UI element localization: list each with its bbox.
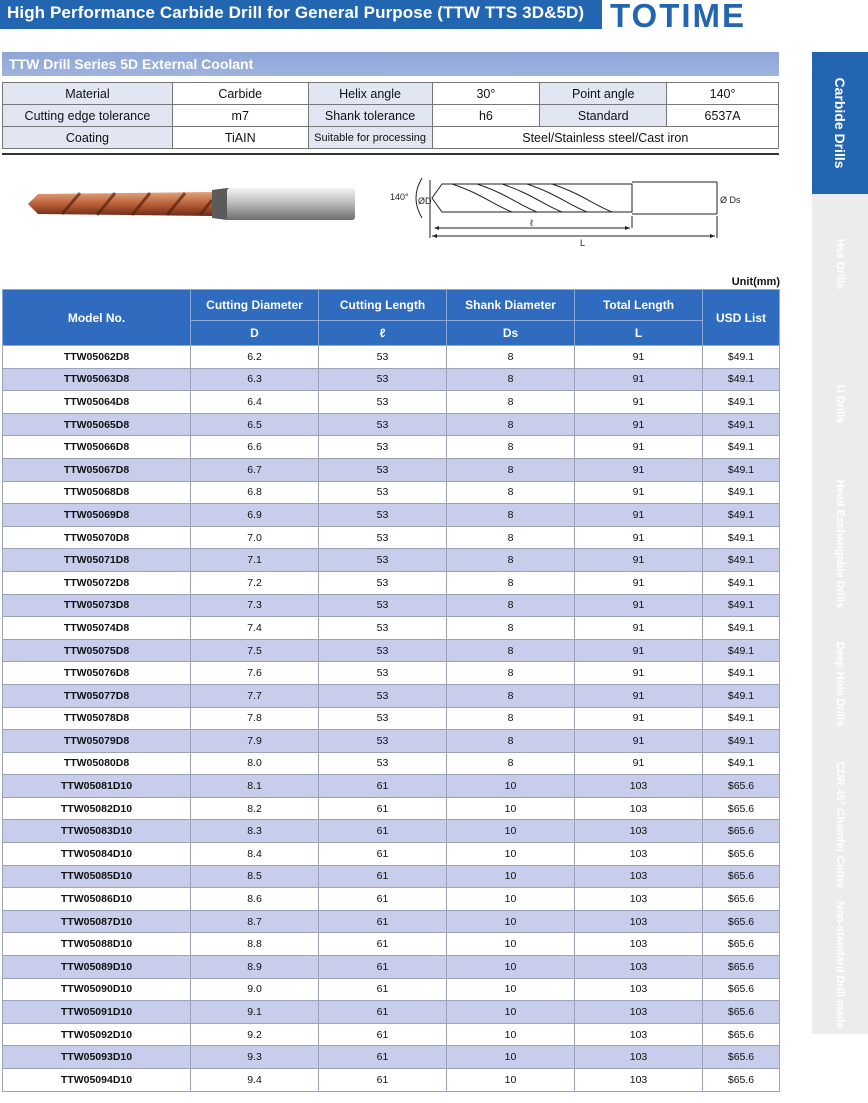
- price-cell: $49.1: [703, 662, 780, 685]
- spec-value-coating: TiAIN: [172, 127, 308, 149]
- shank-dia-cell: 10: [447, 933, 575, 956]
- cut-len-cell: 53: [319, 346, 447, 369]
- table-row: [3, 1001, 780, 1024]
- shank-dia-cell: 8: [447, 458, 575, 481]
- table-row: [3, 571, 780, 594]
- cut-dia-cell: 7.5: [191, 639, 319, 662]
- cut-dia-cell: 7.1: [191, 549, 319, 572]
- sidebar-tab-label: Non-standard Drill made: [834, 901, 846, 1029]
- cut-dia-cell: 7.4: [191, 617, 319, 640]
- price-cell: $49.1: [703, 707, 780, 730]
- cut-len-cell: 61: [319, 1046, 447, 1069]
- cut-len-cell: 53: [319, 413, 447, 436]
- table-row: [3, 910, 780, 933]
- sidebar-tab-4[interactable]: [812, 474, 868, 616]
- cut-len-cell: 53: [319, 730, 447, 753]
- shank-dia-cell: 10: [447, 797, 575, 820]
- cut-len-cell: 53: [319, 549, 447, 572]
- cut-dia-cell: 6.5: [191, 413, 319, 436]
- col-header-total-len: Total Length: [575, 290, 703, 321]
- shank-dia-cell: 8: [447, 481, 575, 504]
- price-cell: $65.6: [703, 888, 780, 911]
- table-row: [3, 594, 780, 617]
- price-cell: $65.6: [703, 933, 780, 956]
- cut-dia-cell: 7.7: [191, 684, 319, 707]
- table-row: [3, 662, 780, 685]
- price-cell: $49.1: [703, 684, 780, 707]
- total-len-cell: 91: [575, 549, 703, 572]
- col-subheader-total-l: L: [575, 321, 703, 346]
- table-row: [3, 730, 780, 753]
- table-row: [3, 504, 780, 527]
- shank-dia-cell: 8: [447, 436, 575, 459]
- cut-len-cell: 61: [319, 1023, 447, 1046]
- cut-len-cell: 61: [319, 956, 447, 979]
- cut-len-cell: 61: [319, 978, 447, 1001]
- unit-label: Unit(mm): [731, 276, 780, 288]
- cut-dia-cell: 8.3: [191, 820, 319, 843]
- model-cell: TTW05087D10: [3, 910, 191, 933]
- cut-len-cell: 53: [319, 684, 447, 707]
- cut-len-cell: 53: [319, 752, 447, 775]
- shank-dia-cell: 10: [447, 820, 575, 843]
- cut-len-cell: 53: [319, 436, 447, 459]
- table-row: [3, 1023, 780, 1046]
- table-header-row: [3, 290, 780, 321]
- cut-len-cell: 61: [319, 933, 447, 956]
- cut-len-cell: 53: [319, 617, 447, 640]
- model-cell: TTW05088D10: [3, 933, 191, 956]
- sidebar-tab-7[interactable]: [812, 896, 868, 1036]
- table-row: [3, 391, 780, 414]
- model-cell: TTW05074D8: [3, 617, 191, 640]
- col-subheader-l: ℓ: [319, 321, 447, 346]
- spec-row: [3, 105, 779, 127]
- shank-dia-cell: 8: [447, 571, 575, 594]
- cut-dia-cell: 8.9: [191, 956, 319, 979]
- shank-dia-cell: 10: [447, 978, 575, 1001]
- model-cell: TTW05066D8: [3, 436, 191, 459]
- spec-label-helix: Helix angle: [308, 83, 432, 105]
- spec-label-coating: Coating: [3, 127, 173, 149]
- cut-len-cell: 53: [319, 707, 447, 730]
- model-cell: TTW05077D8: [3, 684, 191, 707]
- brand-logo-text: TOTIME: [610, 0, 747, 30]
- total-len-cell: 91: [575, 684, 703, 707]
- cut-len-cell: 61: [319, 910, 447, 933]
- shank-dia-cell: 10: [447, 1001, 575, 1024]
- model-cell: TTW05080D8: [3, 752, 191, 775]
- price-cell: $65.6: [703, 1023, 780, 1046]
- table-row: [3, 978, 780, 1001]
- spec-label-processing: Suitable for processing: [308, 127, 432, 149]
- cut-len-cell: 53: [319, 571, 447, 594]
- spec-label-point-angle: Point angle: [540, 83, 667, 105]
- price-cell: $65.6: [703, 820, 780, 843]
- price-cell: $49.1: [703, 639, 780, 662]
- sidebar-tab-6[interactable]: [812, 754, 868, 898]
- cut-dia-cell: 8.6: [191, 888, 319, 911]
- cut-len-cell: 61: [319, 1069, 447, 1092]
- model-cell: TTW05086D10: [3, 888, 191, 911]
- price-cell: $49.1: [703, 346, 780, 369]
- cut-len-cell: 53: [319, 481, 447, 504]
- col-header-model: Model No.: [3, 290, 191, 346]
- drill-photo: [22, 176, 362, 226]
- cut-len-cell: 53: [319, 504, 447, 527]
- model-cell: TTW05084D10: [3, 843, 191, 866]
- drawing-ds-label: Ø Ds: [720, 195, 741, 205]
- cut-len-cell: 53: [319, 526, 447, 549]
- price-cell: $49.1: [703, 458, 780, 481]
- col-subheader-ds: Ds: [447, 321, 575, 346]
- spec-label-material: Material: [3, 83, 173, 105]
- model-cell: TTW05072D8: [3, 571, 191, 594]
- model-cell: TTW05082D10: [3, 797, 191, 820]
- table-row: [3, 436, 780, 459]
- totime-logo: [610, 0, 780, 30]
- price-cell: $49.1: [703, 413, 780, 436]
- model-cell: TTW05073D8: [3, 594, 191, 617]
- cut-len-cell: 61: [319, 797, 447, 820]
- table-body: [3, 346, 780, 1092]
- cut-dia-cell: 9.0: [191, 978, 319, 1001]
- shank-dia-cell: 8: [447, 639, 575, 662]
- total-len-cell: 91: [575, 504, 703, 527]
- model-cell: TTW05094D10: [3, 1069, 191, 1092]
- table-row: [3, 752, 780, 775]
- cut-dia-cell: 6.4: [191, 391, 319, 414]
- cut-len-cell: 53: [319, 458, 447, 481]
- price-cell: $49.1: [703, 571, 780, 594]
- cut-dia-cell: 6.3: [191, 368, 319, 391]
- shank-dia-cell: 10: [447, 888, 575, 911]
- table-row: [3, 933, 780, 956]
- sidebar-tab-label: Deep Hole Drills: [834, 641, 846, 727]
- price-cell: $65.6: [703, 910, 780, 933]
- total-len-cell: 103: [575, 910, 703, 933]
- shank-dia-cell: 8: [447, 368, 575, 391]
- col-header-shank-dia: Shank Diameter: [447, 290, 575, 321]
- price-cell: $65.6: [703, 843, 780, 866]
- cut-dia-cell: 6.8: [191, 481, 319, 504]
- price-cell: $49.1: [703, 594, 780, 617]
- drawing-d-label: ØD: [418, 196, 432, 206]
- shank-dia-cell: 10: [447, 843, 575, 866]
- table-row: [3, 1046, 780, 1069]
- drill-drawing: [382, 160, 762, 250]
- table-row: [3, 843, 780, 866]
- total-len-cell: 91: [575, 368, 703, 391]
- shank-dia-cell: 10: [447, 1046, 575, 1069]
- cut-len-cell: 53: [319, 639, 447, 662]
- total-len-cell: 103: [575, 978, 703, 1001]
- cut-dia-cell: 8.4: [191, 843, 319, 866]
- total-len-cell: 91: [575, 707, 703, 730]
- model-cell: TTW05092D10: [3, 1023, 191, 1046]
- spec-value-processing: Steel/Stainless steel/Cast iron: [432, 127, 778, 149]
- cut-dia-cell: 6.2: [191, 346, 319, 369]
- sidebar-tab-label: Head Exchangable Drills: [834, 479, 846, 609]
- model-cell: TTW05089D10: [3, 956, 191, 979]
- price-cell: $65.6: [703, 865, 780, 888]
- cut-len-cell: 61: [319, 843, 447, 866]
- price-cell: $49.1: [703, 436, 780, 459]
- total-len-cell: 91: [575, 481, 703, 504]
- cut-dia-cell: 8.8: [191, 933, 319, 956]
- shank-dia-cell: 10: [447, 775, 575, 798]
- sidebar-tab-label: CDR 45° Chamfer Cutter: [834, 761, 846, 889]
- total-len-cell: 103: [575, 956, 703, 979]
- sidebar-tab-5[interactable]: [812, 614, 868, 756]
- price-cell: $65.6: [703, 1069, 780, 1092]
- table-row: [3, 1069, 780, 1092]
- drawing-angle-label: 140°: [390, 192, 409, 202]
- table-row: [3, 458, 780, 481]
- model-cell: TTW05071D8: [3, 549, 191, 572]
- price-cell: $49.1: [703, 368, 780, 391]
- sidebar-tab-label: Hss Drills: [834, 238, 846, 290]
- model-cell: TTW05067D8: [3, 458, 191, 481]
- spec-label-shank-tolerance: Shank tolerance: [308, 105, 432, 127]
- section-title: TTW Drill Series 5D External Coolant: [9, 56, 254, 72]
- product-table: [2, 289, 780, 1092]
- table-row: [3, 707, 780, 730]
- price-cell: $49.1: [703, 549, 780, 572]
- total-len-cell: 91: [575, 458, 703, 481]
- cut-dia-cell: 9.1: [191, 1001, 319, 1024]
- table-row: [3, 797, 780, 820]
- section-band: [2, 52, 779, 76]
- total-len-cell: 91: [575, 391, 703, 414]
- cut-dia-cell: 6.6: [191, 436, 319, 459]
- model-cell: TTW05068D8: [3, 481, 191, 504]
- total-len-cell: 91: [575, 617, 703, 640]
- model-cell: TTW05070D8: [3, 526, 191, 549]
- total-len-cell: 103: [575, 933, 703, 956]
- shank-dia-cell: 8: [447, 662, 575, 685]
- model-cell: TTW05091D10: [3, 1001, 191, 1024]
- table-row: [3, 888, 780, 911]
- table-row: [3, 865, 780, 888]
- total-len-cell: 91: [575, 662, 703, 685]
- spec-value-material: Carbide: [172, 83, 308, 105]
- shank-dia-cell: 8: [447, 549, 575, 572]
- total-len-cell: 91: [575, 730, 703, 753]
- shank-dia-cell: 10: [447, 910, 575, 933]
- total-len-cell: 103: [575, 820, 703, 843]
- model-cell: TTW05093D10: [3, 1046, 191, 1069]
- drawing-total-l-label: L: [580, 238, 586, 248]
- model-cell: TTW05076D8: [3, 662, 191, 685]
- shank-dia-cell: 8: [447, 730, 575, 753]
- spec-divider: [2, 153, 779, 155]
- cut-dia-cell: 7.9: [191, 730, 319, 753]
- col-header-price: USD List: [703, 290, 780, 346]
- spec-label-edge-tolerance: Cutting edge tolerance: [3, 105, 173, 127]
- total-len-cell: 103: [575, 1023, 703, 1046]
- model-cell: TTW05069D8: [3, 504, 191, 527]
- model-cell: TTW05075D8: [3, 639, 191, 662]
- cut-len-cell: 53: [319, 368, 447, 391]
- table-row: [3, 526, 780, 549]
- cut-dia-cell: 7.6: [191, 662, 319, 685]
- table-row: [3, 413, 780, 436]
- price-cell: $49.1: [703, 617, 780, 640]
- total-len-cell: 91: [575, 639, 703, 662]
- page-title: High Performance Carbide Drill for General Purpose (TTW TTS 3D&5D): [7, 3, 585, 22]
- model-cell: TTW05083D10: [3, 820, 191, 843]
- table-row: [3, 549, 780, 572]
- col-subheader-d: D: [191, 321, 319, 346]
- cut-len-cell: 53: [319, 391, 447, 414]
- spec-value-edge-tolerance: m7: [172, 105, 308, 127]
- col-header-cut-dia: Cutting Diameter: [191, 290, 319, 321]
- cut-dia-cell: 6.7: [191, 458, 319, 481]
- shank-dia-cell: 8: [447, 504, 575, 527]
- shank-dia-cell: 8: [447, 346, 575, 369]
- model-cell: TTW05062D8: [3, 346, 191, 369]
- sidebar-tab-label: Carbide Drills: [832, 77, 848, 169]
- cut-dia-cell: 6.9: [191, 504, 319, 527]
- cut-len-cell: 61: [319, 865, 447, 888]
- price-cell: $65.6: [703, 775, 780, 798]
- sidebar-tab-1[interactable]: [812, 52, 868, 196]
- price-cell: $49.1: [703, 730, 780, 753]
- total-len-cell: 103: [575, 888, 703, 911]
- table-row: [3, 775, 780, 798]
- total-len-cell: 91: [575, 752, 703, 775]
- spec-value-helix: 30°: [432, 83, 540, 105]
- col-header-cut-len: Cutting Length: [319, 290, 447, 321]
- total-len-cell: 103: [575, 797, 703, 820]
- price-cell: $49.1: [703, 752, 780, 775]
- cut-dia-cell: 7.8: [191, 707, 319, 730]
- total-len-cell: 103: [575, 843, 703, 866]
- model-cell: TTW05065D8: [3, 413, 191, 436]
- model-cell: TTW05081D10: [3, 775, 191, 798]
- price-cell: $49.1: [703, 481, 780, 504]
- shank-dia-cell: 8: [447, 413, 575, 436]
- shank-dia-cell: 8: [447, 752, 575, 775]
- cut-dia-cell: 9.2: [191, 1023, 319, 1046]
- sidebar-tab-3[interactable]: [812, 334, 868, 476]
- cut-len-cell: 61: [319, 888, 447, 911]
- price-cell: $65.6: [703, 1046, 780, 1069]
- spec-label-standard: Standard: [540, 105, 667, 127]
- total-len-cell: 103: [575, 1069, 703, 1092]
- spec-row: [3, 127, 779, 149]
- spec-row: [3, 83, 779, 105]
- price-cell: $49.1: [703, 504, 780, 527]
- model-cell: TTW05064D8: [3, 391, 191, 414]
- shank-dia-cell: 8: [447, 707, 575, 730]
- model-cell: TTW05085D10: [3, 865, 191, 888]
- spec-value-shank-tolerance: h6: [432, 105, 540, 127]
- shank-dia-cell: 8: [447, 594, 575, 617]
- price-cell: $65.6: [703, 797, 780, 820]
- table-row: [3, 956, 780, 979]
- price-cell: $49.1: [703, 391, 780, 414]
- cut-dia-cell: 8.5: [191, 865, 319, 888]
- table-row: [3, 684, 780, 707]
- cut-len-cell: 61: [319, 775, 447, 798]
- model-cell: TTW05079D8: [3, 730, 191, 753]
- cut-dia-cell: 7.0: [191, 526, 319, 549]
- shank-dia-cell: 8: [447, 684, 575, 707]
- total-len-cell: 103: [575, 1046, 703, 1069]
- total-len-cell: 91: [575, 594, 703, 617]
- header-bar: [0, 0, 602, 29]
- total-len-cell: 103: [575, 1001, 703, 1024]
- shank-dia-cell: 8: [447, 391, 575, 414]
- table-row: [3, 617, 780, 640]
- cut-dia-cell: 7.3: [191, 594, 319, 617]
- total-len-cell: 91: [575, 436, 703, 459]
- total-len-cell: 103: [575, 865, 703, 888]
- shank-dia-cell: 8: [447, 617, 575, 640]
- model-cell: TTW05078D8: [3, 707, 191, 730]
- price-cell: $65.6: [703, 978, 780, 1001]
- table-row: [3, 639, 780, 662]
- total-len-cell: 91: [575, 526, 703, 549]
- spec-table: [2, 82, 779, 149]
- cut-len-cell: 53: [319, 594, 447, 617]
- model-cell: TTW05090D10: [3, 978, 191, 1001]
- cut-dia-cell: 7.2: [191, 571, 319, 594]
- sidebar-tab-2[interactable]: [812, 194, 868, 336]
- total-len-cell: 91: [575, 571, 703, 594]
- total-len-cell: 91: [575, 413, 703, 436]
- spec-value-point-angle: 140°: [667, 83, 779, 105]
- table-row: [3, 481, 780, 504]
- cut-dia-cell: 8.7: [191, 910, 319, 933]
- shank-dia-cell: 10: [447, 1023, 575, 1046]
- price-cell: $49.1: [703, 526, 780, 549]
- cut-dia-cell: 8.1: [191, 775, 319, 798]
- cut-len-cell: 61: [319, 820, 447, 843]
- price-cell: $65.6: [703, 956, 780, 979]
- price-cell: $65.6: [703, 1001, 780, 1024]
- table-row: [3, 820, 780, 843]
- cut-len-cell: 53: [319, 662, 447, 685]
- table-row: [3, 346, 780, 369]
- shank-dia-cell: 10: [447, 865, 575, 888]
- spec-value-standard: 6537A: [667, 105, 779, 127]
- sidebar-tab-label: U Drills: [834, 384, 846, 424]
- total-len-cell: 103: [575, 775, 703, 798]
- model-cell: TTW05063D8: [3, 368, 191, 391]
- cut-dia-cell: 9.4: [191, 1069, 319, 1092]
- cut-dia-cell: 9.3: [191, 1046, 319, 1069]
- total-len-cell: 91: [575, 346, 703, 369]
- drawing-l-label: ℓ: [530, 218, 533, 228]
- shank-dia-cell: 8: [447, 526, 575, 549]
- cut-dia-cell: 8.2: [191, 797, 319, 820]
- shank-dia-cell: 10: [447, 956, 575, 979]
- shank-dia-cell: 10: [447, 1069, 575, 1092]
- cut-dia-cell: 8.0: [191, 752, 319, 775]
- cut-len-cell: 61: [319, 1001, 447, 1024]
- table-row: [3, 368, 780, 391]
